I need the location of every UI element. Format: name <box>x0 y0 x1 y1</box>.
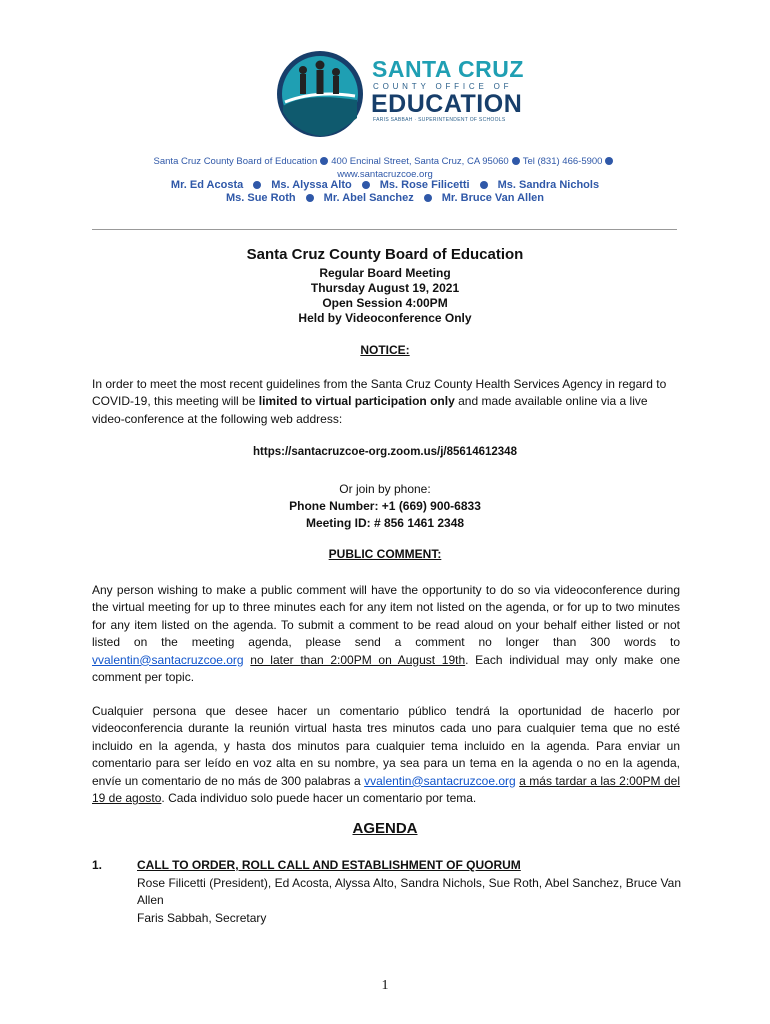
comment-text: Cualquier persona que desee hacer un comentario público tendrá la oportunidad de hacerlo por videoconferencia durante la reunión virtual hasta tres minutos cada uno para cualquier tema que no esté incluido en la agenda, y hasta dos minutos para cualquier tema incluido en la agenda. Para enviar un comentario para ser leído en voz alta en su nombre, ya sea para un tema en la agenda o no en la agenda, envíe un comentario de no más de 300 palabras a <box>92 704 680 788</box>
bullet-icon <box>424 194 432 202</box>
logo-emblem-icon <box>275 48 367 140</box>
notice-text: and made available online via a live video-conference at the following web address: <box>92 394 648 426</box>
address-org: Santa Cruz County Board of Education <box>153 156 318 167</box>
notice-heading: NOTICE: <box>360 343 410 357</box>
address-website[interactable]: www.santacruzcoe.org <box>337 169 433 180</box>
member-name: Ms. Sue Roth <box>225 192 296 204</box>
notice-paragraph <box>92 376 680 428</box>
public-comment-spanish <box>92 703 680 807</box>
comment-deadline: a más tardar a las 2:00PM del 19 de agosto <box>92 773 681 806</box>
phone-intro: Or join by phone: <box>339 482 431 496</box>
member-name: Mr. Abel Sanchez <box>323 192 414 204</box>
comment-text: . Each individual may only make one comment per topic. <box>92 652 680 685</box>
member-name: Mr. Ed Acosta <box>170 179 244 191</box>
bullet-icon <box>320 157 328 165</box>
logo-text-county-office: COUNTY OFFICE OF <box>373 82 513 91</box>
meeting-session: Open Session 4:00PM <box>322 296 448 310</box>
member-name: Mr. Bruce Van Allen <box>441 192 545 204</box>
agenda-item-number: 1. <box>92 858 103 872</box>
meeting-details <box>0 266 770 326</box>
agenda-item-body <box>137 875 681 927</box>
logo-text-education: EDUCATION <box>371 90 523 118</box>
meeting-type: Regular Board Meeting <box>319 266 451 280</box>
bullet-icon <box>253 181 261 189</box>
comment-deadline: no later than 2:00PM on August 19th <box>250 652 466 667</box>
coe-logo <box>275 48 524 138</box>
zoom-link[interactable]: https://santacruzcoe-org.zoom.us/j/85614612348 <box>253 446 517 458</box>
bullet-icon <box>480 181 488 189</box>
member-name: Ms. Sandra Nichols <box>497 179 600 191</box>
agenda-heading: AGENDA <box>352 820 418 837</box>
address-block <box>0 155 770 181</box>
phone-number: Phone Number: +1 (669) 900-6833 <box>289 499 481 513</box>
member-name: Ms. Rose Filicetti <box>379 179 470 191</box>
member-name: Ms. Alyssa Alto <box>271 179 352 191</box>
meeting-format: Held by Videoconference Only <box>298 311 472 325</box>
phone-block <box>0 481 770 532</box>
bullet-icon <box>362 181 370 189</box>
comment-text: . Cada individuo solo puede hacer un comentario por tema. <box>161 791 477 806</box>
board-members <box>0 179 770 205</box>
agenda-item-title: CALL TO ORDER, ROLL CALL AND ESTABLISHMENT OF QUORUM <box>137 858 521 872</box>
logo-text-superintendent: FARIS SABBAH · SUPERINTENDENT OF SCHOOLS <box>373 117 506 123</box>
page-number: 1 <box>381 978 389 993</box>
address-street: 400 Encinal Street, Santa Cruz, CA 95060 <box>331 156 509 167</box>
address-tel: Tel (831) 466-5900 <box>522 156 603 167</box>
meeting-date: Thursday August 19, 2021 <box>310 281 460 295</box>
email-link[interactable]: vvalentin@santacruzcoe.org <box>364 773 516 788</box>
public-comment-english <box>92 582 680 686</box>
email-link[interactable]: vvalentin@santacruzcoe.org <box>92 652 244 667</box>
bullet-icon <box>512 157 520 165</box>
meeting-id: Meeting ID: # 856 1461 2348 <box>305 516 465 530</box>
roll-call-members: Rose Filicetti (President), Ed Acosta, Alyssa Alto, Sandra Nichols, Sue Roth, Abel Sanchez, Bruce Van Allen <box>137 876 681 908</box>
public-comment-heading: PUBLIC COMMENT: <box>328 547 442 561</box>
notice-text: In order to meet the most recent guidelines from the Santa Cruz County Health Services Agency in regard to COVID-19, this meeting will be <box>92 377 667 409</box>
logo-text-santa-cruz: SANTA CRUZ <box>372 56 524 82</box>
comment-text: Any person wishing to make a public comment will have the opportunity to do so via videoconference during the virtual meeting for up to three minutes each for any item not listed on the agenda, or for up to two minutes for any item listed on the agenda. To submit a comment to be read aloud on your behalf either listed or not listed on the meeting agenda, please send a comment no longer than 300 words to <box>92 583 680 650</box>
meeting-title: Santa Cruz County Board of Education <box>246 246 524 263</box>
bullet-icon <box>605 157 613 165</box>
roll-call-secretary: Faris Sabbah, Secretary <box>137 910 267 925</box>
bullet-icon <box>306 194 314 202</box>
notice-emphasis: limited to virtual participation only <box>258 394 455 409</box>
header-divider <box>92 229 677 230</box>
